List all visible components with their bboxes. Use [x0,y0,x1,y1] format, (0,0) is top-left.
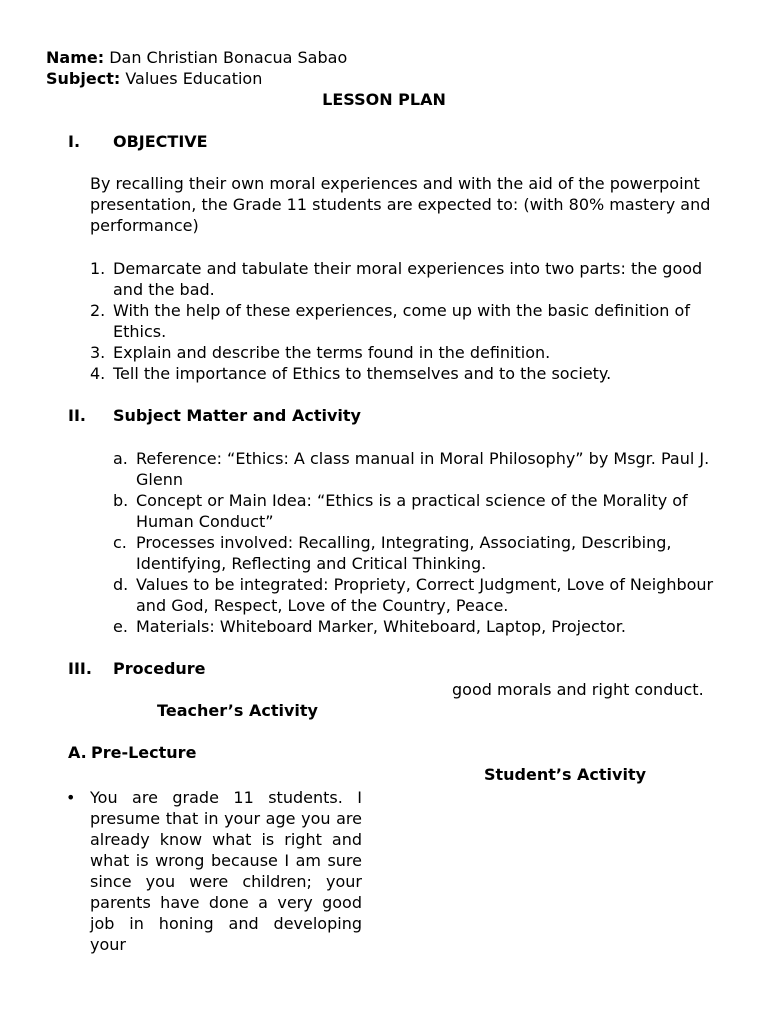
student-activity-heading: Student’s Activity [483,765,647,784]
list-item: 4. Tell the importance of Ethics to themselves and to the society. [90,364,612,383]
subject-label: Subject: [46,69,121,88]
list-item: b. Concept or Main Idea: “Ethics is a practical science of the Morality of Human Conduct” [113,491,688,531]
objective-intro: By recalling their own moral experiences and with the aid of the powerpoint presentation, the Grade 11 students are expected to: (with 80% mastery and performance) [90,174,711,235]
section-number: III. [68,659,92,678]
name-label: Name: [46,48,105,67]
subject-line [46,68,262,89]
section-objective-heading [68,131,208,152]
list-item: e. Materials: Whiteboard Marker, Whiteboard, Laptop, Projector. [113,617,626,636]
section-title: Procedure [113,659,206,678]
section-title: OBJECTIVE [113,132,208,151]
subject-matter-list [113,448,733,637]
name-value: Dan Christian Bonacua Sabao [109,48,348,67]
list-item: d. Values to be integrated: Propriety, Correct Judgment, Love of Neighbour and God, Respect, Love of the Country, Peace. [113,575,714,615]
list-item: 3. Explain and describe the terms found in the definition. [90,343,551,362]
objective-list [90,258,730,384]
section-procedure-heading [68,658,206,679]
subject-value: Values Education [125,69,263,88]
page-title: LESSON PLAN [322,90,446,109]
pre-lecture-heading [68,742,196,763]
list-item: a. Reference: “Ethics: A class manual in Moral Philosophy” by Msgr. Paul J. Glenn [113,449,710,489]
section-title: Subject Matter and Activity [113,406,361,425]
list-item: 2. With the help of these experiences, come up with the basic definition of Ethics. [90,301,690,341]
continued-paragraph: good morals and right conduct. [452,680,704,699]
pre-lecture-marker: A. [68,743,87,762]
section-number: I. [68,132,81,151]
section-number: II. [68,406,86,425]
bullet-icon: • [66,788,76,807]
list-item: 1. Demarcate and tabulate their moral experiences into two parts: the good and the bad. [90,259,703,299]
list-item: c. Processes involved: Recalling, Integrating, Associating, Describing, Identifying, Reflecting and Critical Thinking. [113,533,672,573]
section-subject-matter-heading [68,405,361,426]
teacher-paragraph: You are grade 11 students. I presume that in your age you are already know what is right and what is wrong because I am sure since you were children; your parents have done a very good job in honing and developing your [90,788,362,954]
teacher-activity-heading: Teacher’s Activity [157,701,318,720]
name-line [46,47,347,68]
pre-lecture-label: Pre-Lecture [91,743,197,762]
